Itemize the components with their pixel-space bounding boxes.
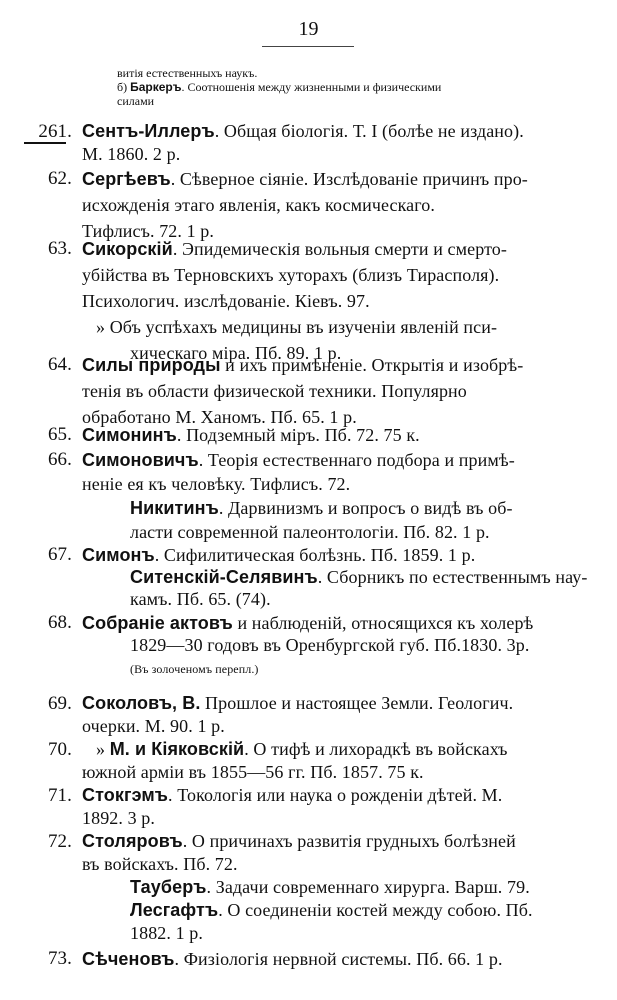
entry-author: Ситенскій-Селявинъ <box>130 567 318 587</box>
entry-author: Столяровъ <box>82 831 183 851</box>
entry-line <box>82 588 597 610</box>
entry-text: хическаго міра. Пб. 89. 1 р. <box>130 343 342 363</box>
entry-text: » Объ успѣхахъ медицины въ изученіи явленій пси- <box>96 317 498 337</box>
entry-author: Сентъ-Иллеръ <box>82 121 215 141</box>
entry-body <box>82 166 597 244</box>
entry-line <box>82 166 597 192</box>
entry-number: 73. <box>47 948 72 969</box>
entry-line <box>82 946 597 972</box>
entry-author: Симонъ <box>82 545 155 565</box>
entry-number: 62. <box>47 168 72 189</box>
entry-number: 63. <box>47 238 72 259</box>
entry-text: и ихъ примѣненіе. Открытія и изобрѣ- <box>220 355 524 375</box>
entry-text: . Токологія или наука о рожденіи дѣтей. М. <box>168 785 503 805</box>
continuation-line-1: витія естественныхъ наукъ. <box>117 66 258 80</box>
entry-text: неніе ея къ человѣку. Тифлисъ. 72. <box>82 474 351 494</box>
entry-line <box>82 120 597 143</box>
entry-author: Собраніе актовъ <box>82 613 233 633</box>
entry-text: ласти современной палеонтологіи. Пб. 82. 1 р. <box>130 522 490 542</box>
entry-text: исхожденія этаго явленія, какъ космическаго. <box>82 195 435 215</box>
continuation-line-2 <box>117 80 597 94</box>
entry-text: . Сифилитическая болѣзнь. Пб. 1859. 1 р. <box>154 545 476 565</box>
entry-number: 70. <box>47 739 72 760</box>
entry-line <box>82 422 597 448</box>
entry-text: М. 1860. 2 р. <box>82 144 181 164</box>
entry-text: очерки. М. 90. 1 р. <box>82 716 225 736</box>
entry-line <box>82 761 597 784</box>
entry-text: и наблюденій, относящихся къ холерѣ <box>232 613 534 633</box>
entry-author: Тауберъ <box>130 877 207 897</box>
entry-number: 65. <box>47 424 72 445</box>
entry-line <box>82 314 597 340</box>
entry-text: 1882. 1 р. <box>130 923 203 943</box>
entry-line <box>82 922 597 945</box>
entry-body <box>82 784 597 830</box>
entry-author: Стокгэмъ <box>82 785 169 805</box>
entry-number: 64. <box>47 354 72 375</box>
entry-body <box>82 738 597 784</box>
entry-body <box>82 352 597 430</box>
entry-line <box>82 448 597 472</box>
entry-text: Прошлое и настоящее Земли. Геологич. <box>200 693 514 713</box>
entry-text: камъ. Пб. 65. (74). <box>130 589 271 609</box>
entry-body <box>82 544 597 610</box>
entry-line <box>82 520 597 544</box>
entry-line <box>82 853 597 876</box>
entry-body <box>82 236 597 366</box>
entry-line <box>82 612 597 634</box>
entry-line <box>82 192 597 218</box>
entry-author: Соколовъ, В. <box>82 693 201 713</box>
entry-author: Лесгафтъ <box>130 900 219 920</box>
entry-line <box>82 715 597 738</box>
page-number: 19 <box>298 18 319 40</box>
entry-author: Силы природы <box>82 355 221 375</box>
entry-text: Психологич. изслѣдованіе. Кіевъ. 97. <box>82 291 370 311</box>
entry-text: Тифлисъ. 72. 1 р. <box>82 221 215 241</box>
continuation-line-3: силами <box>117 94 155 108</box>
entry-number: 68. <box>47 612 72 633</box>
entry-text: . Сѣверное сіяніе. Изслѣдованіе причинъ про- <box>170 169 528 189</box>
entry-line <box>82 656 597 678</box>
entry-author: Сергѣевъ <box>82 169 171 189</box>
continuation-author: Баркеръ <box>130 80 182 94</box>
entry-line <box>82 288 597 314</box>
entry-line <box>82 738 597 761</box>
entry-text: 1892. 3 р. <box>82 808 155 828</box>
entry-number: 67. <box>47 544 72 565</box>
entry-author: Никитинъ <box>130 498 219 518</box>
entry-author: Симонинъ <box>82 425 177 445</box>
entry-line <box>82 876 597 899</box>
header-rule <box>262 46 354 47</box>
entry-line <box>82 236 597 262</box>
entry-text: . Теорія естественнаго подбора и примѣ- <box>198 450 515 470</box>
entry-line <box>82 566 597 588</box>
entry-text: . Сборникъ по естественнымъ нау- <box>317 567 588 587</box>
entry-text: . Общая біологія. Т. I (болѣе не издано). <box>214 121 524 141</box>
entry-line <box>82 899 597 922</box>
entry-text: южной арміи въ 1855—56 гг. Пб. 1857. 75 к. <box>82 762 424 782</box>
entry-number: 261. <box>38 121 72 142</box>
entry-text: . О причинахъ развитія грудныхъ болѣзней <box>182 831 516 851</box>
entry-text: убійства въ Терновскихъ хуторахъ (близъ Тирасполя). <box>82 265 500 285</box>
entry-line <box>82 830 597 853</box>
entry-body <box>82 612 597 678</box>
entry-text: . Физіологія нервной системы. Пб. 66. 1 р. <box>174 949 503 969</box>
entry-line <box>82 262 597 288</box>
entry-line <box>82 378 597 404</box>
entry-line <box>82 496 597 520</box>
entry-author: Сѣченовъ <box>82 949 175 969</box>
entry-line <box>82 472 597 496</box>
ditto-mark: » <box>96 739 110 759</box>
entry-line <box>82 692 597 715</box>
entry-line <box>82 807 597 830</box>
entry-text: . Дарвинизмъ и вопросъ о видѣ въ об- <box>218 498 513 518</box>
entry-line <box>82 634 597 656</box>
entry-text: . Эпидемическія вольныя смерти и смерто- <box>172 239 507 259</box>
entry-number: 72. <box>47 831 72 852</box>
entry-line <box>82 784 597 807</box>
entry-body <box>82 946 597 972</box>
entry-author: Сикорскій <box>82 239 173 259</box>
continuation-prefix: б) <box>117 80 131 94</box>
entry-line <box>82 352 597 378</box>
entry-text: . О тифѣ и лихорадкѣ въ войскахъ <box>244 739 508 759</box>
entry-author: М. и Кіяковскій <box>109 739 245 759</box>
entry-line <box>82 544 597 566</box>
entry-line <box>82 143 597 166</box>
entry-number: 66. <box>47 449 72 470</box>
entry-note: (Въ золоченомъ перепл.) <box>130 662 259 676</box>
entry-body <box>82 692 597 738</box>
entry-text: въ войскахъ. Пб. 72. <box>82 854 238 874</box>
entry-text: . Задачи современнаго хирурга. Варш. 79. <box>206 877 530 897</box>
entry-author: Симоновичъ <box>82 450 199 470</box>
entry-text: обработано М. Ханомъ. Пб. 65. 1 р. <box>82 407 357 427</box>
entry-body <box>82 830 597 945</box>
entry-body <box>82 422 597 448</box>
entry-text: . Подземный міръ. Пб. 72. 75 к. <box>176 425 420 445</box>
entry-body <box>82 448 597 544</box>
entry-text: тенія въ области физической техники. Популярно <box>82 381 467 401</box>
entry-number: 71. <box>47 785 72 806</box>
entry-text: . О соединеніи костей между собою. Пб. <box>218 900 533 920</box>
entry-number: 69. <box>47 693 72 714</box>
continuation-text: . Соотношенія между жизненными и физическими <box>181 80 442 94</box>
entry-text: 1829—30 годовъ въ Оренбургской губ. Пб.1830. 3р. <box>130 635 530 655</box>
entry-body <box>82 120 597 166</box>
